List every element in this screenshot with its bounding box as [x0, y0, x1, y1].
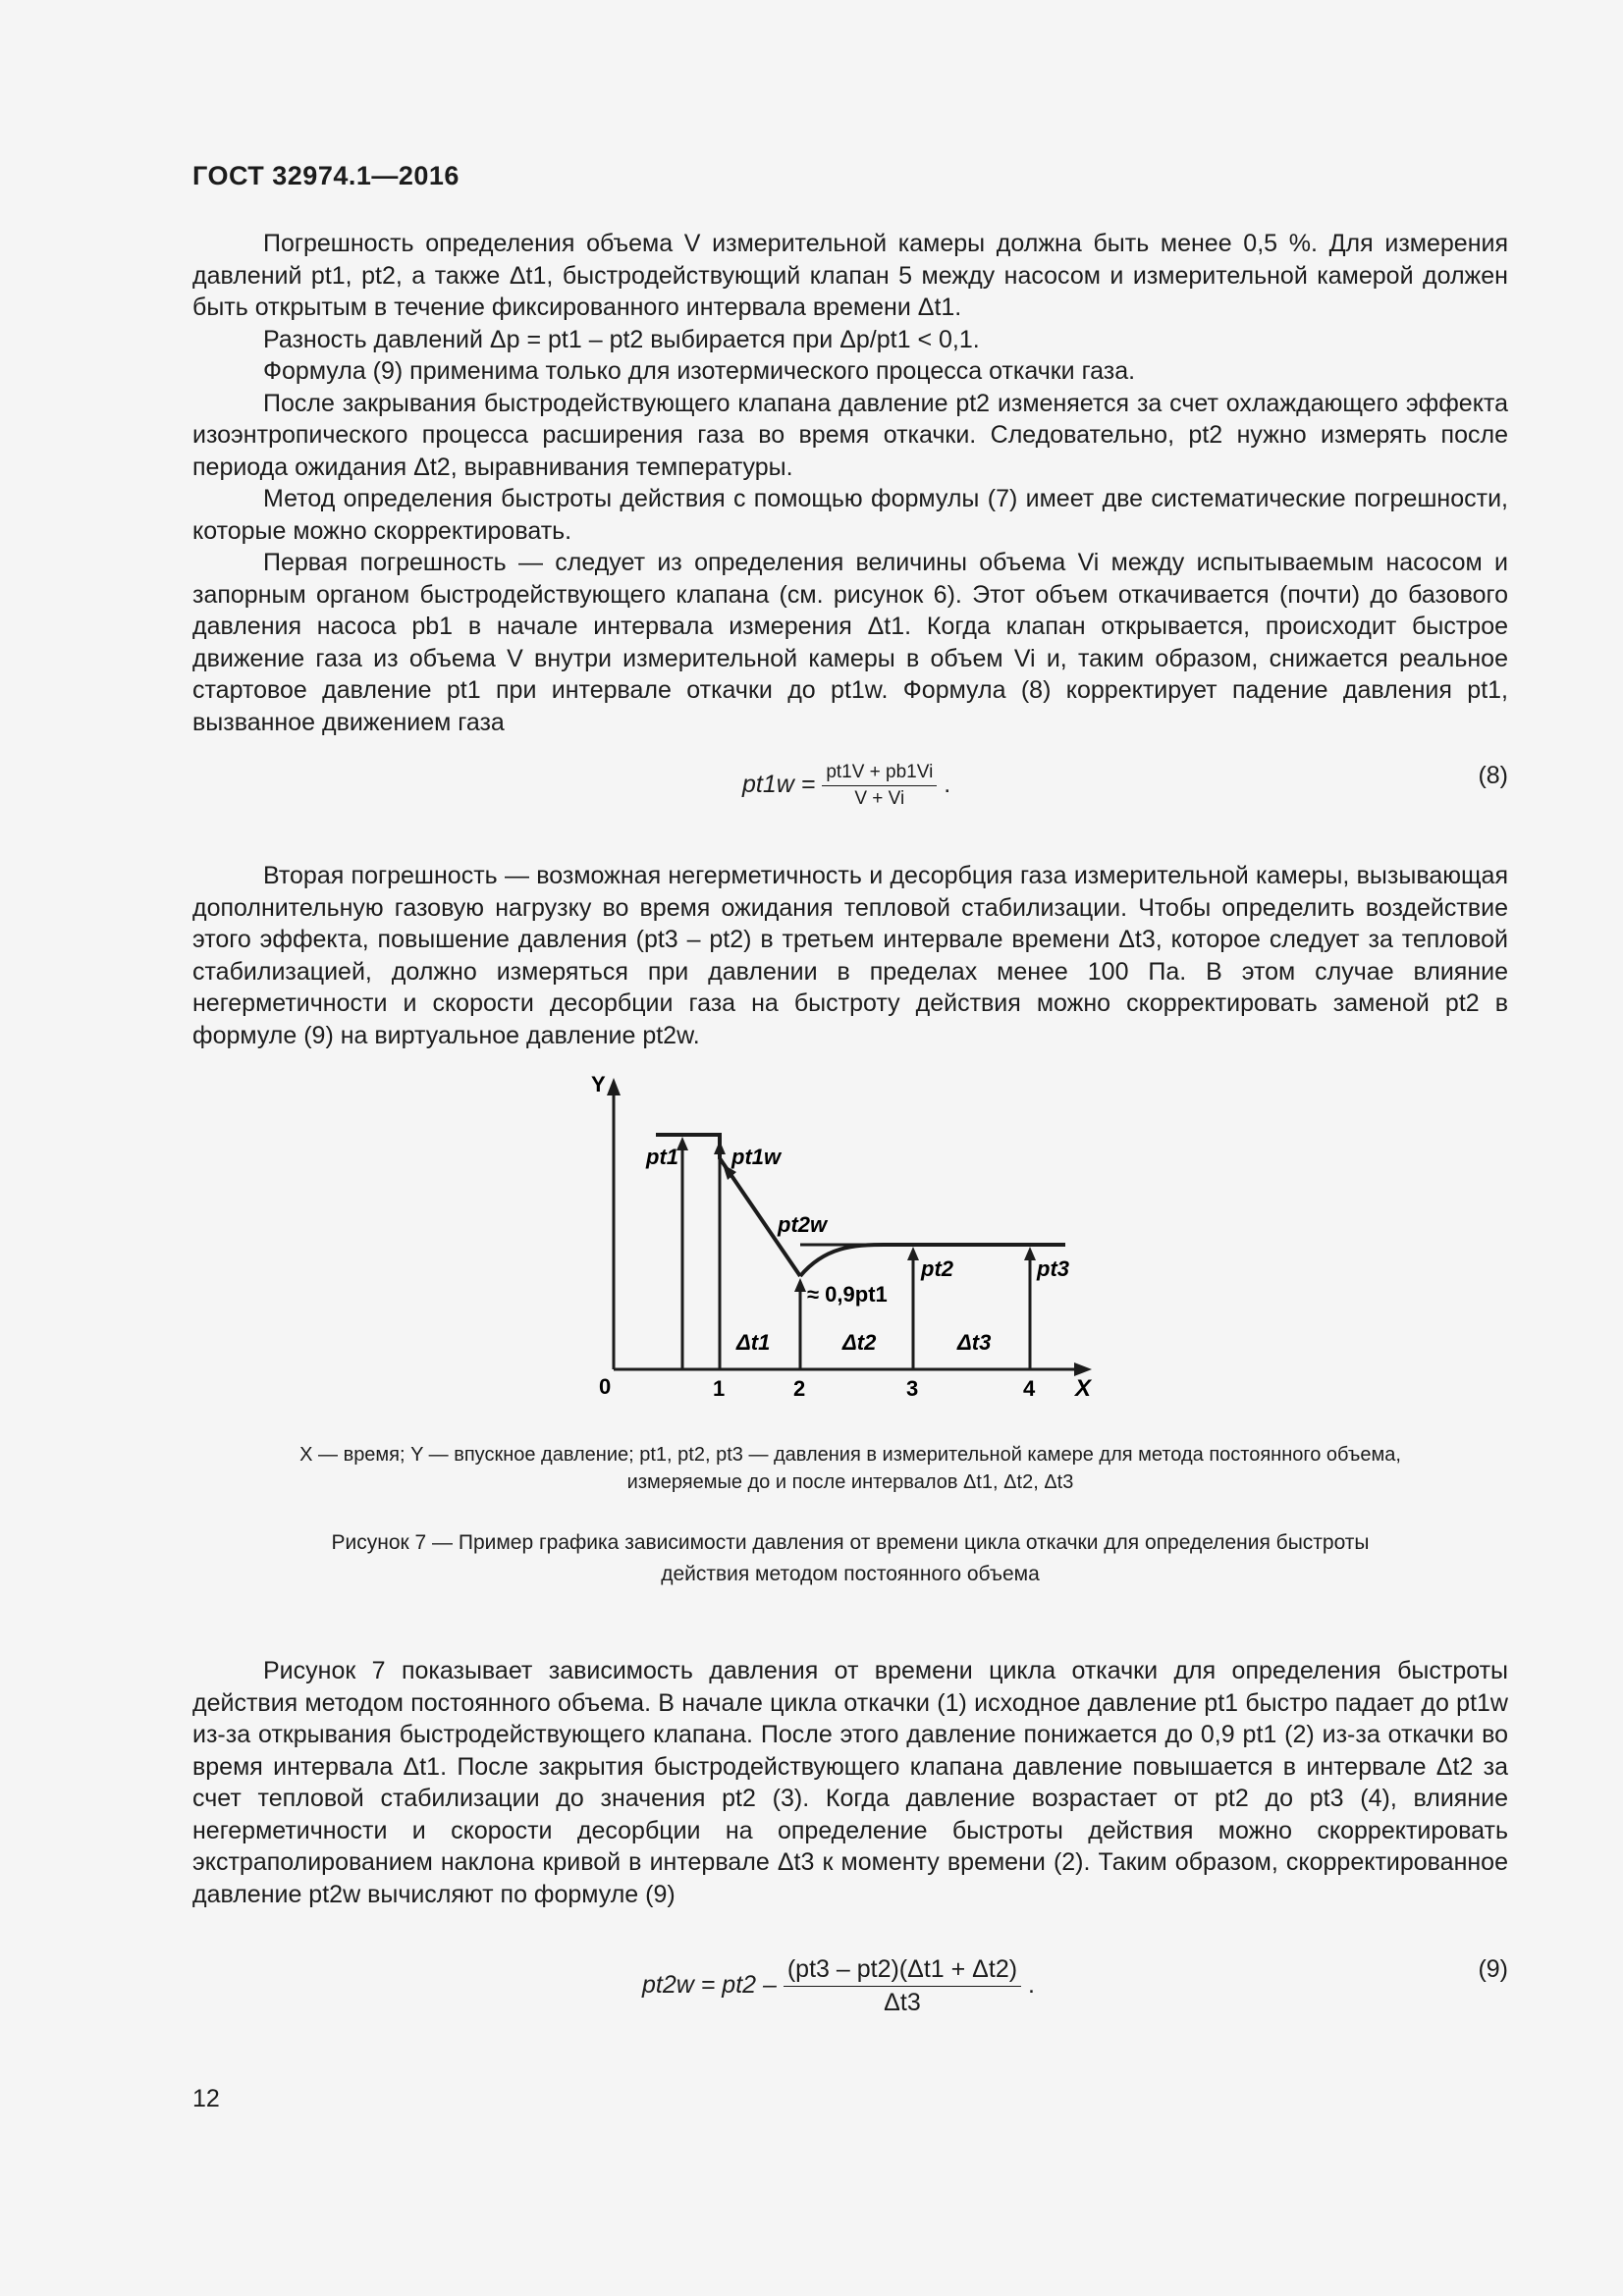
caption-line: Рисунок 7 — Пример графика зависимости давления от времени цикла откачки для определения быстроты: [331, 1531, 1370, 1554]
formula-9-lhs: pt2w = pt2 –: [642, 1971, 777, 2000]
equation-number-9: (9): [1478, 1955, 1508, 1983]
page-number: 12: [192, 2085, 220, 2112]
formula-8-lhs: pt1w =: [742, 771, 816, 799]
formula-8-fraction: [822, 762, 937, 810]
formula-8-tail: .: [944, 771, 951, 799]
label-pt1: pt1: [646, 1145, 678, 1169]
paragraph: После закрывания быстродействующего клапана давление pt2 изменяется за счет охлаждающего эффекта изоэнтропического процесса расширения газа во время откачки. Следовательно, pt2 нужно измерять после периода ожидания Δt2, выравнивания температуры.: [192, 389, 1508, 481]
formula-8-denominator: V + Vi: [854, 788, 905, 809]
label-pt2w: pt2w: [778, 1212, 828, 1237]
label-dt3: Δt3: [957, 1330, 992, 1355]
intro-text: [192, 228, 1508, 738]
x-axis-label: X: [1075, 1375, 1092, 1402]
formula-9-tail: .: [1028, 1971, 1035, 2000]
paragraph: Разность давлений Δp = pt1 – pt2 выбирается при Δp/pt1 < 0,1.: [263, 325, 980, 353]
paragraph: Формула (9) применима только для изотермического процесса откачки газа.: [263, 357, 1136, 385]
label-pt1w: pt1w: [731, 1145, 782, 1169]
figure-explanation-text: [192, 1655, 1508, 1910]
label-dt2: Δt2: [842, 1330, 877, 1355]
paragraph: Вторая погрешность — возможная негерметичность и десорбция газа измерительной камеры, вызывающая дополнительную газовую нагрузку во время ожидания тепловой стабилизации. Чтобы определить воздействие этого эффекта, повышение давления (pt3 – pt2) в третьем интервале времени Δt3, которое следует за тепловой стабилизацией, должно измеряться при давлении в пределах менее 100 Па. В этом случае влияние негерметичности и скорости десорбции газа на быстроту действия можно скорректировать заменой pt2 в формуле (9) на виртуальное давление pt2w.: [192, 862, 1508, 1049]
y-axis-label: Y: [591, 1072, 606, 1096]
formula-9-denominator: Δt3: [884, 1989, 921, 2016]
formula-9-fraction: [784, 1955, 1021, 2017]
figure-caption: [192, 1527, 1508, 1590]
label-dt1: Δt1: [736, 1330, 771, 1355]
legend-line: X — время; Y — впускное давление; pt1, pt2, pt3 — давления в измерительной камере для метода постоянного объема,: [299, 1444, 1401, 1466]
equation-number-8: (8): [1478, 762, 1508, 789]
x-tick-1: 1: [713, 1376, 726, 1401]
x-tick-4: 4: [1023, 1376, 1036, 1401]
x-tick-2: 2: [793, 1376, 806, 1401]
legend-line: измеряемые до и после интервалов Δt1, Δt2, Δt3: [626, 1471, 1074, 1493]
x-axis-arrow-icon: [1074, 1362, 1092, 1376]
formula-8-numerator: pt1V + pb1Vi: [822, 762, 937, 786]
standard-header: ГОСТ 32974.1—2016: [192, 161, 460, 190]
y-axis-arrow-icon: [607, 1078, 621, 1095]
paragraph: Погрешность определения объема V измерительной камеры должна быть менее 0,5 %. Для измерения давлений pt1, pt2, а также Δt1, быстродействующий клапан 5 между насосом и измерительной камерой должен быть открытым в течение фиксированного интервала времени Δt1.: [192, 230, 1508, 321]
origin-label: 0: [599, 1374, 612, 1399]
x-tick-3: 3: [906, 1376, 919, 1401]
formula-9-numerator: (pt3 – pt2)(Δt1 + Δt2): [784, 1955, 1021, 1987]
figure-legend: [192, 1441, 1508, 1496]
pressure-time-graph: [569, 1070, 1119, 1404]
caption-line: действия методом постоянного объема: [661, 1563, 1040, 1585]
paragraph: Метод определения быстроты действия с помощью формулы (7) имеет две систематические погрешности, которые можно скорректировать.: [192, 485, 1508, 545]
second-error-text: [192, 860, 1508, 1051]
label-pt3: pt3: [1037, 1256, 1069, 1281]
label-pt2: pt2: [921, 1256, 953, 1281]
paragraph: Первая погрешность — следует из определения величины объема Vi между испытываемым насосом и запорным органом быстродействующего клапана (см. рисунок 6). Этот объем откачивается (почти) до базового давления насоса pb1 в начале интервала измерения Δt1. Когда клапан открывается, происходит быстрое движение газа из объема V внутри измерительной камеры в объем Vi и, таким образом, снижается реальное стартовое давление pt1 при интервале откачки до pt1w. Формула (8) корректирует падение давления pt1, вызванное движением газа: [192, 549, 1508, 736]
label-approx: ≈ 0,9pt1: [807, 1282, 888, 1307]
paragraph: Рисунок 7 показывает зависимость давления от времени цикла откачки для определения быстроты действия методом постоянного объема. В начале цикла откачки (1) исходное давление pt1 быстро падает до pt1w из-за открывания быстродействующего клапана. После этого давление понижается до 0,9 pt1 (2) из-за откачки во время интервала Δt1. После закрытия быстродействующего клапана давление повышается в интервале Δt2 за счет тепловой стабилизации до значения pt2 (3). Когда давление возрастает от pt2 до pt3 (4), влияние негерметичности и скорости десорбции на определение быстроты действия можно скорректировать экстраполированием наклона кривой в интервале Δt3 к моменту времени (2). Таким образом, скорректированное давление pt2w вычисляют по формуле (9): [192, 1657, 1508, 1908]
